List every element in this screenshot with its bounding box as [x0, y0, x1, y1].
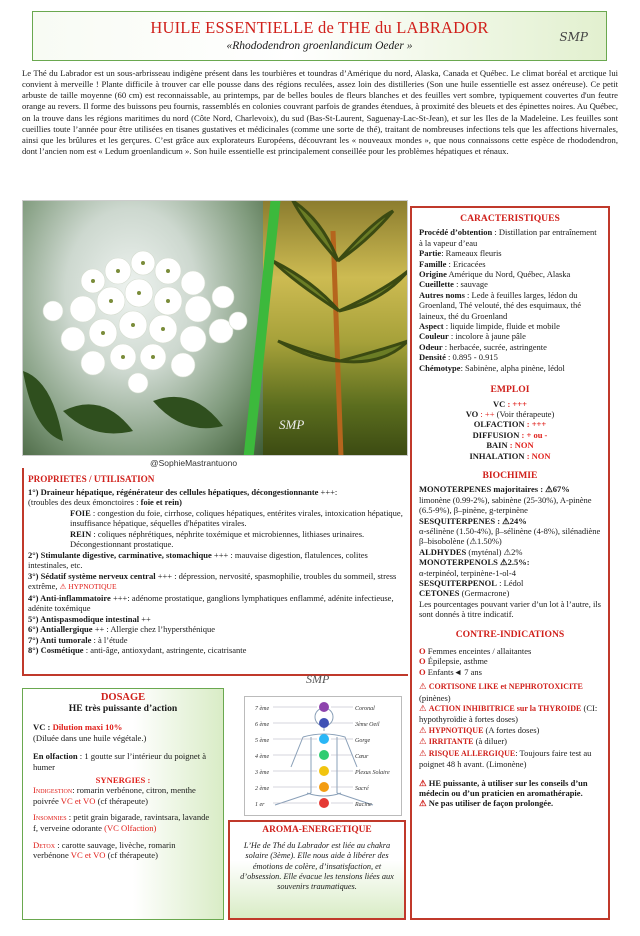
dosage-olfaction: En olfaction : 1 goutte sur l’intérieur du poignet à humer [33, 751, 207, 772]
emploi-diffusion: DIFFUSION : + ou - [472, 429, 548, 440]
chakra-name-label: Racine [355, 802, 372, 808]
carac-row: Odeur : herbacée, sucrée, astringente [419, 341, 547, 352]
chakra-dot [319, 766, 329, 776]
property-1-sub: (troubles des deux émonctoires : foie et rein) [28, 497, 182, 507]
contra-warn-cortisone: ⚠ CORTISONE LIKE et NEPHROTOXICITE (pinènes) [419, 681, 583, 703]
emploi-vc: VC : +++ [493, 398, 527, 409]
carac-row: Aspect : liquide limpide, fluide et mobile [419, 321, 560, 332]
chakra-dot [319, 718, 329, 728]
property-1-rein: REIN : coliques néphrétiques, néphrite toxémique et microbiennes, lithiases urinaires. Décongestionnant prostatique. [70, 528, 365, 549]
carac-row: Origine Amérique du Nord, Québec, Alaska [419, 269, 571, 280]
carac-row: Chémotype: Sabinène, alpha pinène, lédol [419, 362, 565, 373]
bio-sesquiterpenes-detail: α-sélinène (1.50-4%), β–sélinène (4-8%), silénadiène β–bisobolène (⚠1.50%) [419, 525, 601, 547]
aroma-section [228, 820, 406, 920]
synergy-detox: Detox : carotte sauvage, livèche, romarin verbénone VC et VO (cf thérapeute) [33, 839, 176, 861]
property-3: 3°) Sédatif système nerveux central +++ : dépression, nervosité, spasmophilie, troubles du sommeil, stress extrême, ⚠ HYPNOTIQUE [28, 570, 397, 591]
chakra-name-label: Sacré [355, 786, 369, 792]
properties-signature: SMP [306, 672, 330, 686]
chakra-name-label: Cœur [355, 754, 369, 760]
properties-title: PROPRIETES / UTILISATION [28, 474, 155, 484]
contra-title: CONTRE-INDICATIONS [455, 628, 565, 640]
page-subtitle: «Rhododendron groenlandicum Oeder » [226, 40, 413, 52]
intro-paragraph: Le Thé du Labrador est un sous-arbrisseau indigène présent dans les tourbières et toundras d’Amérique du nord, Alaska, Canada et Québec. Le climat boréal et arctique lui convient à merveille ! Plante difficile à trouver car elle pousse dans des régions reculées, assez loin des distilleries (Son une huile essentielle est assez onéreuse). Ce petit arbuste de taille moyenne (60 cm) est reconnaissable, au printemps, par de belles boules de fleurs blanches et des feuilles vert sombre, typiquement couvertes d'un feutre orange au revers. Il forme des buissons peu fournis, rassemblés en colonies couvrant parfois de grandes étendues, à proximité des bleuets et des épinettes noires. Au Québec, on la trouve dans les régions maritimes du nord (Côte Nord, Charlevoix), du sud (Bas-St-Laurent, Saguenay-Lac-St-Jean), et sur les Iles de la Madeleine. Les feuilles sont cueillies toute l’année pour être utilisées en tisanes gustatives et médicinales (comme une sorte de thé), traitant de nombreuses infections tels que les affections hivernales, ainsi que les brûlures et les gerçures. C’est grâce aux explorateurs Européens, découvrant les « nouveaux mondes », que nous connaissons cette espèce de rhododendron, dont l’ancien nom est « Ledum groenlandicum ». Son huile essentielle est principalement conseillée pour les problèmes hépatiques et rénaux. [22, 68, 618, 157]
plant-photo [22, 200, 408, 456]
carac-row: Procédé d’obtention : Distillation par entraînement à la vapeur d’eau [419, 227, 597, 248]
synergies-title: SYNERGIES : [95, 774, 151, 785]
property-6: 6°) Antiallergique ++ : Allergie chez l’hypersthénique [28, 624, 216, 634]
carac-list [419, 227, 601, 373]
property-5: 5°) Antispasmodique intestinal ++ [28, 613, 151, 624]
synergy-insomnies: Insomnies : petit grain bigarade, ravintsara, lavande f, verveine odorante (VC Olfaction) [33, 812, 210, 833]
bio-monoterpenols-detail: α-terpinéol, terpinène-1-ol-4 [419, 567, 516, 578]
right-column [410, 206, 610, 920]
chakra-level-label: 1 er [255, 802, 265, 808]
dosage-title: DOSAGE [100, 692, 146, 703]
contra-pregnant: O Femmes enceintes / allaitantes [419, 646, 532, 657]
bio-aldehydes: ALDHYDES (myténal) ⚠2% [419, 546, 523, 557]
header-banner [32, 11, 607, 61]
chakra-level-label: 3 ème [255, 770, 270, 776]
aroma-text: L’He de Thé du Labrador est liée au chakra solaire (3ème). Elle nous aide à libérer des émotions de colère, d’insatisfaction, et d’obsession. Elle évacue les tensions liées aux souvenirs traumatiques. [240, 841, 394, 892]
property-8: 8°) Cosmétique : anti-âge, antioxydant, astringente, cicatrisante [28, 645, 247, 655]
bio-monoterpenes-detail: limonène (0.99-2%), sabinène (25-30%), A-pinène (6.5-9%), β–pinène, g-terpinène [419, 494, 592, 516]
chakra-level-label: 7 ème [255, 706, 270, 712]
contra-warn-hypnotic: ⚠ HYPNOTIQUE (A fortes doses) [419, 724, 540, 735]
contra-final-2: ⚠ Ne pas utiliser de façon prolongée. [419, 798, 554, 809]
emploi-olfaction: OLFACTION : +++ [473, 419, 547, 430]
bio-sesquiterpenol: SESQUITERPENOL : Lédol [419, 578, 524, 588]
dosage-subtitle: HE très puissante d’action [68, 702, 178, 714]
contra-warn-allergy: ⚠ RISQUE ALLERGIQUE: Toujours faire test au poignet 48 h avant. (Limonène) [419, 747, 592, 770]
carac-row: Cueillette : sauvage [419, 279, 488, 290]
chakra-dot [319, 702, 329, 712]
emploi-title: EMPLOI [490, 384, 530, 396]
property-1: 1°) Draineur hépatique, régénérateur des cellules hépatiques, décongestionnante +++: [28, 486, 338, 497]
carac-title: CARACTERISTIQUES [460, 213, 560, 224]
chakra-dot [319, 734, 329, 744]
bio-title: BIOCHIMIE [482, 469, 538, 481]
bio-note: Les pourcentages pouvant varier d’un lot à l’autre, ils sont donnés à titre indicatif. [419, 598, 601, 620]
emploi-vo: VO : ++ (Voir thérapeute) [465, 408, 555, 419]
synergy-indigestion: Indigestion: romarin verbénone, citron, menthe poivrée VC et VO (cf thérapeute) [33, 785, 196, 806]
chakra-name-label: 3ème Oeil [355, 722, 380, 728]
dosage-vc-note: (Diluée dans une huile végétale.) [33, 732, 147, 743]
bio-monoterpenes: MONOTERPENES majoritaires : ⚠67% [419, 484, 570, 495]
contra-warn-irritant: ⚠ IRRITANTE (à diluer) [419, 736, 508, 747]
chakra-dot [319, 782, 329, 792]
carac-row: Famille : Ericacées [419, 258, 486, 269]
carac-row: Partie: Rameaux fleuris [419, 248, 502, 259]
property-4: 4°) Anti-inflammatoire +++: adénome prostatique, ganglions lymphatiques enflammé, adénite infectieuse, adénite toxémique [28, 592, 394, 613]
property-7: 7°) Anti tumorale : à l’étude [28, 634, 128, 645]
photo-credit: @SophieMastrantuono [150, 458, 238, 468]
chakra-svg [245, 697, 403, 817]
chakra-level-label: 5 ème [255, 738, 270, 744]
signature-logo: SMP [559, 30, 588, 44]
properties-section [22, 468, 408, 676]
chakra-name-label: Gorge [355, 738, 371, 744]
contra-warn-thyroid: ⚠ ACTION INHIBITRICE sur la THYROIDE (CI: hypothyroïdie à fortes doses) [419, 703, 598, 725]
aroma-title: AROMA-ENERGETIQUE [262, 825, 372, 835]
chakra-name-label: Plexus Solaire [355, 770, 390, 776]
chakra-level-label: 6 ème [255, 722, 270, 728]
contra-children: O Enfants◄ 7 ans [419, 666, 482, 677]
emploi-bain: BAIN : NON [486, 440, 534, 451]
bio-monoterpenols: MONOTERPENOLS ⚠2.5%: [419, 557, 530, 568]
photo-signature: SMP [279, 417, 305, 432]
page-title: HUILE ESSENTIELLE de THE du LABRADOR [150, 18, 489, 37]
contra-final-1: ⚠ HE puissante, à utiliser sur les conseils d’un médecin ou d’un praticien en aromathérapie. [419, 777, 588, 798]
property-1-foie: FOIE : congestion du foie, cirrhose, coliques hépatiques, entérites virales, intoxication hépatique, insuffisance hépatique, séquelles d'hépatites virales. [70, 507, 403, 528]
chakra-diagram [244, 696, 402, 816]
chakra-name-label: Coronal [355, 706, 375, 712]
emploi-inhalation: INHALATION : NON [469, 450, 551, 461]
bio-cetones: CETONES (Germacrone) [419, 588, 510, 599]
contra-epilepsy: O Épilepsie, asthme [419, 656, 488, 667]
property-2: 2°) Stimulante digestive, carminative, stomachique +++ : mauvaise digestion, flatulences, colites intestinales, etc. [28, 549, 368, 570]
carac-row: Autres noms : Lede à feuilles larges, lédon du Groenland, Thé velouté, thé des esquimaux, thé laineux, thé du Groenland [419, 289, 582, 321]
chakra-dot [319, 750, 329, 760]
chakra-level-label: 4 ème [255, 754, 270, 760]
bio-sesquiterpenes: SESQUITERPENES : ⚠24% [419, 515, 527, 526]
carac-row: Couleur : incolore à jaune pâle [419, 331, 526, 342]
photo-illustration [23, 201, 408, 456]
dosage-section [22, 688, 224, 920]
chakra-level-label: 2 ème [255, 786, 270, 792]
chakra-dot [319, 798, 329, 808]
carac-row: Densité : 0.895 - 0.915 [419, 352, 498, 363]
dosage-vc: VC : Dilution maxi 10% [33, 722, 123, 733]
